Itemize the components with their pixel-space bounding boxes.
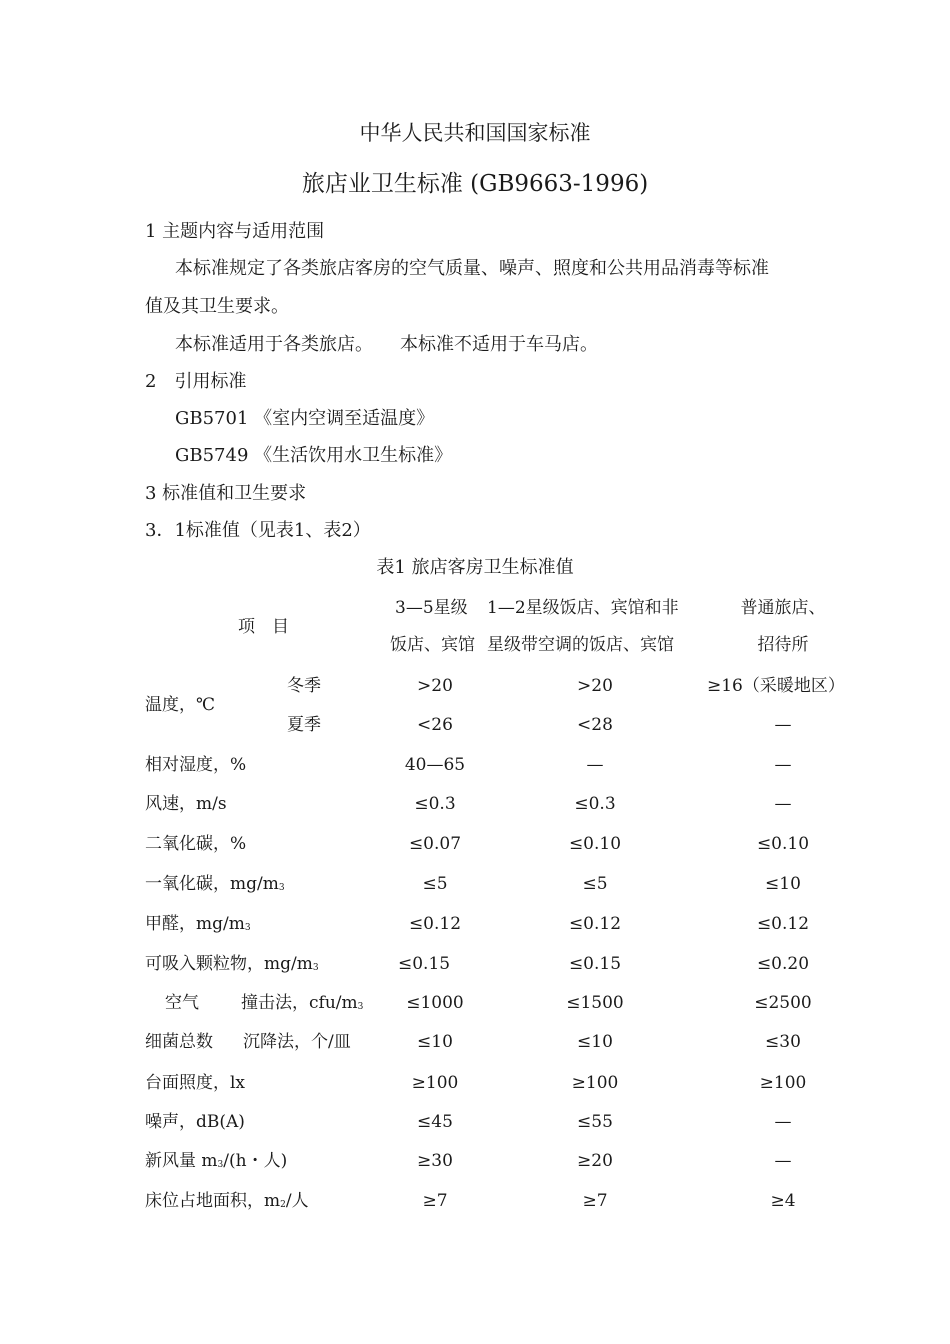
wind-speed-value-col1: ≤0.3	[414, 794, 456, 814]
bed-area-label	[145, 1190, 309, 1215]
co2-value-col3: ≤0.10	[756, 834, 810, 854]
illuminance-value-col3: ≥100	[759, 1073, 807, 1093]
table-caption: 表1 旅店客房卫生标准值	[376, 557, 574, 578]
reference-gb5701: GB5701 《室内空调至适温度》	[175, 408, 435, 429]
bacteria-label-line2: 细菌总数	[145, 1032, 213, 1052]
summer-label: 夏季	[287, 715, 321, 735]
bacteria-label-line1: 空气	[165, 993, 199, 1013]
illuminance-value-col2: ≥100	[571, 1073, 619, 1093]
table-header-col3-line1: 普通旅店、	[740, 598, 826, 618]
bed-area-label-pre: 床位占地面积，m	[145, 1191, 281, 1211]
noise-value-col3: —	[774, 1112, 792, 1132]
section-3-1-heading: 3．1标准值（见表1、表2）	[145, 520, 371, 541]
settle-value-col3: ≤30	[765, 1032, 801, 1052]
table-header-col3-line2: 招待所	[757, 635, 809, 655]
summer-value-col2: <28	[577, 715, 613, 735]
section-1-heading: 1 主题内容与适用范围	[145, 221, 325, 242]
particles-label	[145, 953, 319, 978]
impact-method-text: 撞击法，cfu/m	[241, 993, 358, 1013]
fresh-air-unit-exponent: 3	[217, 1160, 224, 1170]
table-header-col2-line1: 1—2星级饭店、宾馆和非	[487, 598, 679, 618]
humidity-label: 相对湿度，%	[145, 755, 247, 775]
particles-label-unit-exponent: 3	[312, 963, 319, 973]
fresh-air-label-pre: 新风量 m	[145, 1151, 218, 1171]
fresh-air-value-col1: ≥30	[417, 1151, 453, 1171]
winter-value-col1: >20	[417, 676, 453, 696]
table-header-item: 项 目	[238, 617, 289, 637]
fresh-air-label	[145, 1150, 287, 1175]
bed-area-value-col1: ≥7	[422, 1191, 448, 1211]
co2-value-col2: ≤0.10	[568, 834, 622, 854]
noise-label: 噪声，dB(A)	[145, 1112, 245, 1132]
co-value-col1: ≤5	[422, 874, 448, 894]
reference-gb5749: GB5749 《生活饮用水卫生标准》	[175, 445, 453, 466]
bed-area-value-col2: ≥7	[582, 1191, 608, 1211]
formaldehyde-value-col1: ≤0.12	[408, 914, 462, 934]
bed-area-label-post: /人	[285, 1191, 309, 1211]
wind-speed-label: 风速，m/s	[145, 794, 227, 814]
bed-area-unit-exponent: 2	[280, 1200, 286, 1210]
settle-method-label: 沉降法，个/皿	[243, 1032, 351, 1052]
co2-label: 二氧化碳，%	[145, 834, 247, 854]
illuminance-value-col1: ≥100	[411, 1073, 459, 1093]
formaldehyde-label-unit-exponent: 3	[244, 923, 251, 933]
document-title: 中华人民共和国国家标准	[359, 121, 591, 145]
co2-value-col1: ≤0.07	[408, 834, 462, 854]
formaldehyde-value-col3: ≤0.12	[756, 914, 810, 934]
co-label-text: 一氧化碳，mg/m	[145, 874, 279, 894]
noise-value-col2: ≤55	[577, 1112, 613, 1132]
wind-speed-value-col2: ≤0.3	[574, 794, 616, 814]
winter-value-col2: >20	[577, 676, 613, 696]
noise-value-col1: ≤45	[417, 1112, 453, 1132]
bed-area-value-col3: ≥4	[770, 1191, 796, 1211]
impact-value-col3: ≤2500	[754, 993, 812, 1013]
summer-value-col1: <26	[417, 715, 453, 735]
co-label	[145, 873, 285, 898]
impact-value-col2: ≤1500	[566, 993, 624, 1013]
section-1-paragraph-2: 本标准适用于各类旅店。 本标准不适用于车马店。	[175, 334, 598, 355]
humidity-value-col1: 40—65	[404, 755, 466, 775]
co-value-col2: ≤5	[582, 874, 608, 894]
table-header-col2-line2: 星级带空调的饭店、宾馆	[487, 635, 674, 655]
wind-speed-value-col3: —	[774, 794, 792, 814]
fresh-air-value-col3: —	[774, 1151, 792, 1171]
settle-value-col1: ≤10	[417, 1032, 453, 1052]
particles-value-col1: ≤0.15	[398, 954, 451, 974]
humidity-value-col2: —	[586, 755, 604, 775]
formaldehyde-label	[145, 913, 251, 938]
winter-value-col3: ≥16（采暖地区）	[707, 676, 845, 696]
impact-method-unit-exponent: 3	[357, 1002, 364, 1012]
temperature-label: 温度，℃	[145, 695, 216, 715]
formaldehyde-value-col2: ≤0.12	[568, 914, 622, 934]
particles-value-col2: ≤0.15	[568, 954, 622, 974]
section-1-paragraph-line1: 本标准规定了各类旅店客房的空气质量、噪声、照度和公共用品消毒等标准	[175, 258, 769, 279]
impact-value-col1: ≤1000	[406, 993, 464, 1013]
particles-label-text: 可吸入颗粒物，mg/m	[145, 954, 313, 974]
co-value-col3: ≤10	[765, 874, 801, 894]
co-label-unit-exponent: 3	[278, 883, 285, 893]
particles-value-col3: ≤0.20	[756, 954, 810, 974]
illuminance-label: 台面照度，lx	[145, 1073, 246, 1093]
section-1-paragraph-line2: 值及其卫生要求。	[145, 296, 289, 317]
settle-value-col2: ≤10	[577, 1032, 613, 1052]
winter-label: 冬季	[287, 676, 321, 696]
summer-value-col3: —	[774, 715, 792, 735]
table-header-col1-line2: 饭店、宾馆	[390, 635, 475, 655]
impact-method-label	[241, 992, 363, 1017]
humidity-value-col3: —	[774, 755, 792, 775]
formaldehyde-label-text: 甲醛，mg/m	[145, 914, 245, 934]
section-2-heading: 2 引用标准	[145, 371, 247, 392]
document-subtitle: 旅店业卫生标准 (GB9663-1996)	[301, 171, 649, 197]
table-header-col1-line1: 3—5星级	[395, 598, 468, 618]
fresh-air-value-col2: ≥20	[577, 1151, 613, 1171]
section-3-heading: 3 标准值和卫生要求	[145, 483, 307, 504]
fresh-air-label-post: /(h・人)	[223, 1151, 288, 1171]
